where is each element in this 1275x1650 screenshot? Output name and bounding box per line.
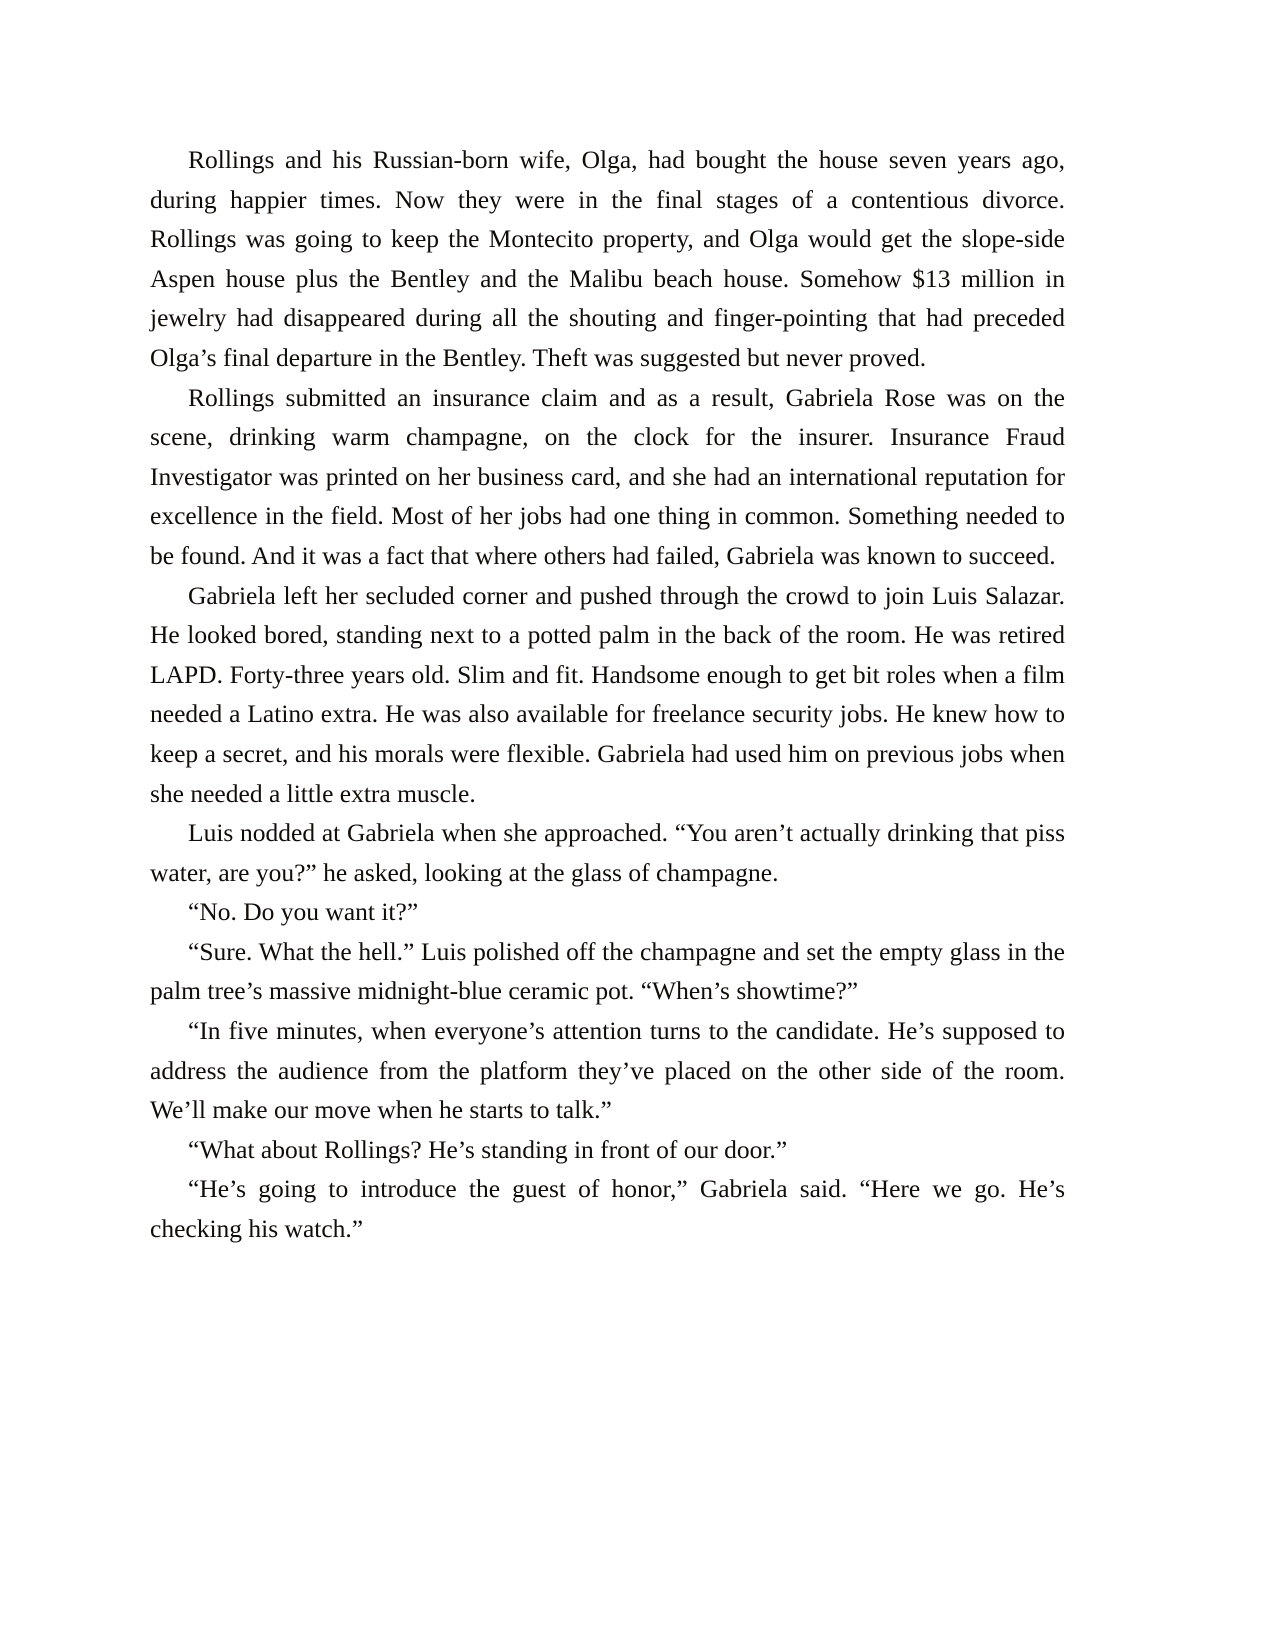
paragraph: Luis nodded at Gabriela when she approached. “You aren’t actually drinking that piss water, are you?” he asked, looking at the glass of champagne. bbox=[150, 818, 1065, 887]
paragraph: “He’s going to introduce the guest of honor,” Gabriela said. “Here we go. He’s checking his watch.” bbox=[150, 1174, 1065, 1244]
paragraph: Gabriela left her secluded corner and pushed through the crowd to join Luis Salazar. He looked bored, standing next to a potted palm in the back of the room. He was retired LAPD. Forty-three years old. Slim and fit. Handsome enough to get bit roles when a film needed a Latino extra. He was also available for freelance security jobs. He knew how to keep a secret, and his morals were flexible. Gabriela had used him on previous jobs when she needed a little extra muscle. bbox=[150, 580, 1065, 808]
paragraph: “No. Do you want it?” bbox=[188, 897, 419, 927]
paragraph: “What about Rollings? He’s standing in front of our door.” bbox=[188, 1134, 788, 1164]
paragraph: Rollings and his Russian-born wife, Olga, had bought the house seven years ago, during happier times. Now they were in the final stages of a contentious divorce. Rollings was going to keep the Montecito property, and Olga would get the slope-side Aspen house plus the Bentley and the Malibu beach house. Somehow $13 million in jewelry had disappeared during all the shouting and finger-pointing that had preceded Olga’s final departure in the Bentley. Theft was suggested but never proved. bbox=[150, 145, 1065, 372]
paragraph: “Sure. What the hell.” Luis polished off the champagne and set the empty glass in the palm tree’s massive midnight-blue ceramic pot. “When’s showtime?” bbox=[150, 936, 1065, 1006]
paragraph: Rollings submitted an insurance claim and as a result, Gabriela Rose was on the scene, drinking warm champagne, on the clock for the insurer. Insurance Fraud Investigator was printed on her business card, and she had an international reputation for excellence in the field. Most of her jobs had one thing in common. Something needed to be found. And it was a fact that where others had failed, Gabriela was known to succeed. bbox=[150, 382, 1065, 570]
paragraph: “In five minutes, when everyone’s attention turns to the candidate. He’s supposed to address the audience from the platform they’ve placed on the other side of the room. We’ll make our move when he starts to talk.” bbox=[150, 1016, 1065, 1125]
page-body-text bbox=[150, 140, 1065, 1249]
